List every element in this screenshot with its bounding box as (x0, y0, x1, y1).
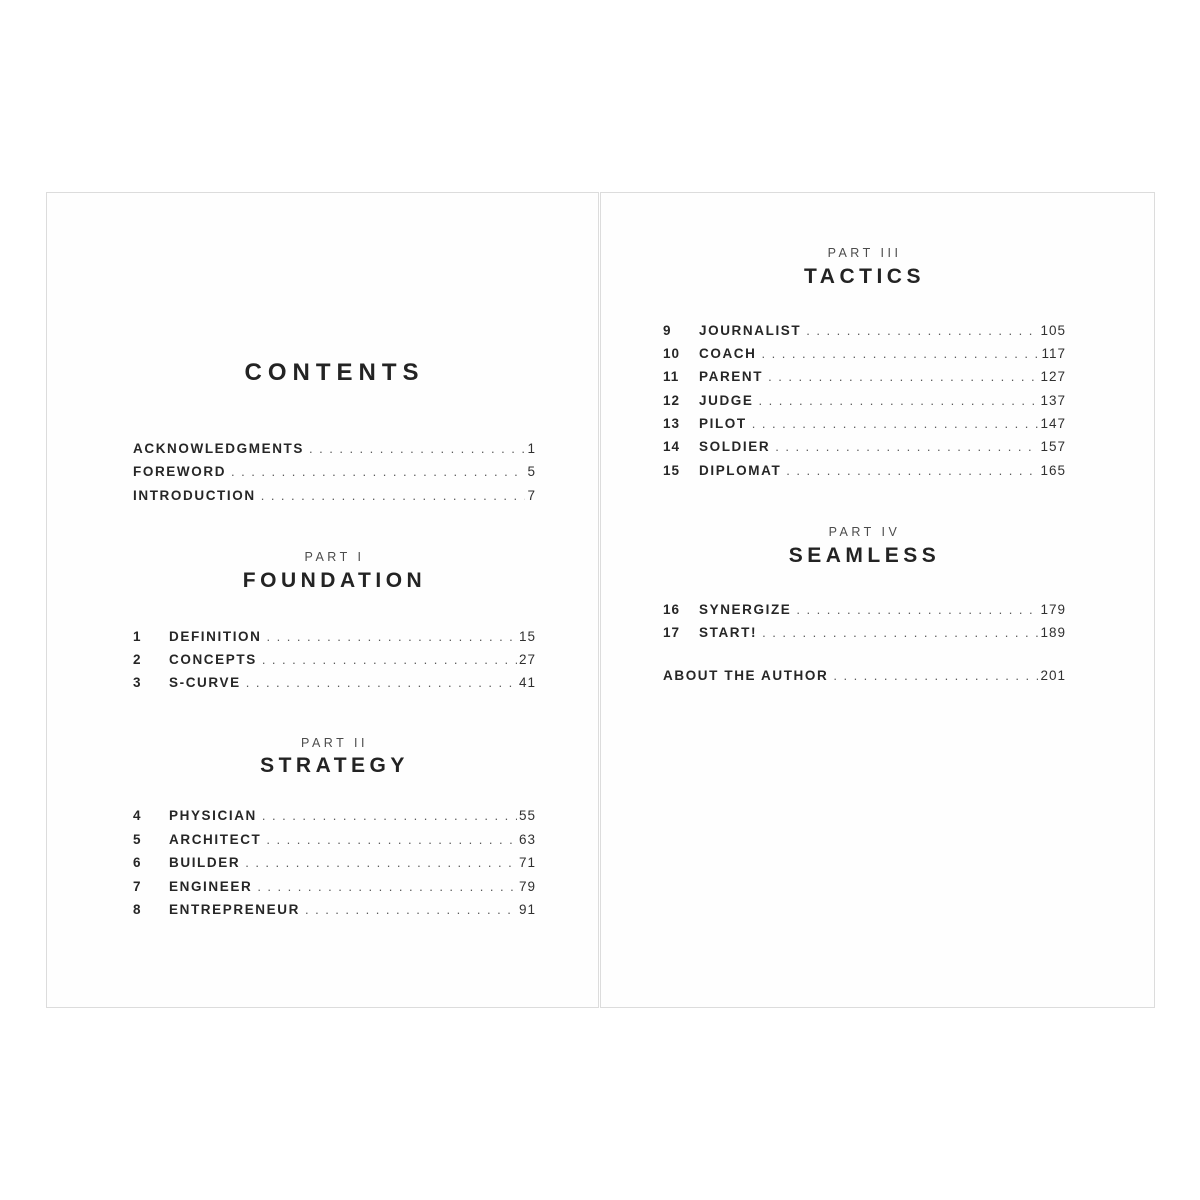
chapter-number: 12 (663, 392, 681, 408)
dot-leader (261, 832, 517, 847)
chapter-list (133, 629, 536, 699)
entry-title: SYNERGIZE (699, 601, 792, 617)
chapter-number: 4 (133, 808, 142, 824)
toc-entry (133, 902, 536, 925)
chapter-number: 5 (133, 831, 142, 847)
left-sections (133, 551, 536, 925)
chapter-number: 9 (663, 322, 672, 338)
dot-leader (770, 439, 1038, 454)
page-number: 7 (527, 487, 536, 503)
right-page (600, 192, 1155, 1008)
chapter-list (133, 808, 536, 925)
dot-leader (300, 902, 517, 917)
page-number: 179 (1040, 601, 1066, 617)
toc-section (663, 526, 1066, 648)
chapter-number: 16 (663, 601, 681, 617)
dot-leader (257, 652, 517, 667)
page-number: 105 (1040, 322, 1066, 338)
page-number: 5 (527, 464, 536, 480)
toc-entry (133, 879, 536, 902)
toc-entry (663, 369, 1066, 392)
chapter-list (663, 602, 1066, 649)
chapter-number: 10 (663, 345, 681, 361)
page-number: 63 (518, 831, 536, 847)
part-title: TACTICS (804, 264, 925, 288)
page-number: 201 (1040, 667, 1066, 683)
chapter-list (663, 323, 1066, 487)
entry-title: DEFINITION (169, 628, 262, 644)
entry-title: ENGINEER (169, 878, 253, 894)
chapter-number: 6 (133, 855, 142, 871)
chapter-number: 14 (663, 439, 681, 455)
dot-leader (241, 675, 517, 690)
part-label: PART III (827, 246, 902, 260)
part-heading (133, 737, 536, 777)
entry-title: S-CURVE (169, 675, 241, 691)
toc-entry (133, 488, 536, 511)
entry-title: DIPLOMAT (699, 462, 782, 478)
toc-entry (663, 439, 1066, 462)
left-page-content (47, 361, 598, 1175)
part-title: SEAMLESS (788, 543, 941, 567)
page-number: 41 (518, 675, 536, 691)
toc-entry (663, 346, 1066, 369)
toc-entry (663, 625, 1066, 648)
dot-leader (226, 464, 525, 479)
part-title: STRATEGY (260, 754, 409, 778)
dot-leader (256, 488, 526, 503)
entry-title: ACKNOWLEDGMENTS (133, 441, 304, 456)
entry-title: PILOT (699, 416, 747, 432)
page-number: 147 (1040, 416, 1066, 432)
page-number: 71 (518, 855, 536, 871)
entry-title: JUDGE (699, 392, 754, 408)
entry-title: PHYSICIAN (169, 808, 257, 824)
entry-title: COACH (699, 345, 757, 361)
entry-title: BUILDER (169, 855, 241, 871)
page-number: 55 (518, 808, 536, 824)
chapter-number: 13 (663, 416, 681, 432)
toc-entry (663, 416, 1066, 439)
part-heading (663, 247, 1066, 287)
chapter-number: 7 (133, 878, 142, 894)
entry-title: FOREWORD (133, 464, 227, 480)
front-matter-list (133, 441, 536, 511)
toc-entry (133, 629, 536, 652)
part-label: PART I (304, 550, 365, 565)
toc-section (133, 737, 536, 925)
right-sections (663, 247, 1066, 649)
toc-section (133, 551, 536, 699)
chapter-number: 2 (133, 652, 142, 668)
right-page-content (601, 247, 1154, 1061)
part-label: PART II (301, 735, 368, 750)
toc-entry (133, 855, 536, 878)
toc-entry (663, 602, 1066, 625)
dot-leader (252, 879, 517, 894)
dot-leader (781, 463, 1038, 478)
dot-leader (240, 855, 517, 870)
chapter-number: 1 (133, 628, 142, 644)
entry-title: INTRODUCTION (133, 487, 256, 503)
page-number: 189 (1040, 625, 1066, 641)
dot-leader (257, 808, 517, 823)
page-number: 79 (518, 878, 536, 894)
part-label: PART IV (828, 525, 901, 540)
entry-title: SOLDIER (699, 439, 771, 455)
toc-section (663, 247, 1066, 486)
dot-leader (757, 625, 1038, 640)
page-number: 157 (1040, 439, 1066, 455)
toc-entry (133, 808, 536, 831)
toc-entry (663, 463, 1066, 486)
page-number: 15 (518, 628, 536, 644)
dot-leader (304, 441, 525, 456)
chapter-number: 3 (133, 675, 142, 691)
dot-leader (828, 668, 1038, 683)
entry-title: ARCHITECT (169, 831, 262, 847)
left-page (46, 192, 599, 1008)
entry-title: ABOUT THE AUTHOR (663, 667, 829, 683)
entry-title: START! (699, 625, 758, 641)
chapter-number: 11 (663, 369, 680, 385)
entry-title: CONCEPTS (169, 652, 257, 668)
part-heading (133, 551, 536, 591)
entry-title: JOURNALIST (699, 322, 802, 338)
page-number: 137 (1040, 392, 1066, 408)
toc-entry (133, 675, 536, 698)
toc-entry (133, 652, 536, 675)
dot-leader (754, 393, 1039, 408)
toc-entry (663, 668, 1066, 691)
toc-entry (133, 832, 536, 855)
part-title: FOUNDATION (242, 568, 427, 592)
toc-entry (663, 393, 1066, 416)
dot-leader (757, 346, 1040, 361)
page-number: 165 (1040, 462, 1066, 478)
chapter-number: 17 (663, 625, 681, 641)
chapter-number: 15 (663, 462, 681, 478)
part-heading (663, 526, 1066, 566)
page-number: 27 (518, 652, 536, 668)
dot-leader (763, 369, 1038, 384)
chapter-number: 8 (133, 901, 142, 917)
dot-leader (791, 602, 1038, 617)
toc-entry (133, 441, 536, 464)
dot-leader (747, 416, 1039, 431)
entry-title: PARENT (699, 369, 764, 385)
toc-entry (663, 323, 1066, 346)
dot-leader (801, 323, 1038, 338)
contents-title: CONTENTS (244, 359, 425, 386)
page-number: 91 (518, 901, 536, 917)
page-number: 1 (527, 441, 536, 456)
back-matter-list (663, 668, 1066, 691)
page-number: 117 (1041, 345, 1066, 361)
entry-title: ENTREPRENEUR (169, 901, 300, 917)
toc-entry (133, 464, 536, 487)
page-number: 127 (1040, 369, 1066, 385)
dot-leader (262, 629, 517, 644)
